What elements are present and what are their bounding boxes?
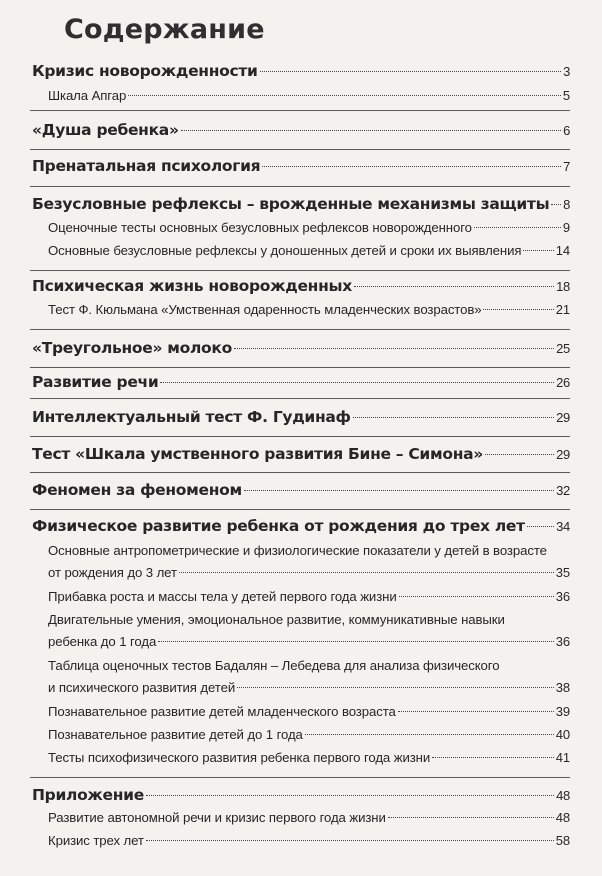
dot-leader (398, 711, 554, 712)
dot-leader (485, 454, 554, 455)
dot-leader (244, 490, 554, 491)
toc-entry[interactable] (32, 481, 570, 499)
toc-entry[interactable] (32, 157, 570, 175)
toc-entry[interactable] (32, 62, 570, 80)
toc-subentry[interactable] (48, 704, 570, 719)
toc-entry-title: «Треугольное» молоко (32, 339, 232, 357)
toc-subentry-first-line[interactable]: Основные антропометрические и физиологические показатели у детей в возрасте (48, 543, 547, 558)
toc-entry-title: Физическое развитие ребенка от рождения до трех лет (32, 517, 525, 535)
toc-entry-title: Тесты психофизического развития ребенка первого года жизни (48, 750, 431, 765)
toc-entry-title: Развитие автономной речи и кризис первого года жизни (48, 810, 386, 825)
toc-entry[interactable] (32, 121, 570, 139)
dot-leader (551, 204, 561, 205)
dot-leader (527, 526, 554, 527)
divider (30, 472, 570, 473)
toc-subentry[interactable] (48, 88, 570, 103)
toc-subentry[interactable] (48, 750, 570, 765)
dot-leader (388, 817, 554, 818)
dot-leader (260, 71, 561, 72)
toc-subentry[interactable] (48, 634, 570, 649)
toc-entry-title: «Душа ребенка» (32, 121, 179, 139)
toc-entry-page: 36 (555, 589, 570, 604)
divider (30, 149, 570, 150)
toc-entry-page: 40 (555, 727, 570, 742)
divider (30, 329, 570, 330)
dot-leader (146, 795, 554, 796)
dot-leader (160, 382, 554, 383)
toc-subentry[interactable] (48, 810, 570, 825)
page-title: Содержание (64, 14, 265, 45)
toc-entry-page: 36 (555, 634, 570, 649)
toc-subentry[interactable] (48, 243, 570, 258)
divider (30, 367, 570, 368)
dot-leader (483, 309, 553, 310)
toc-entry-title: Познавательное развитие детей младенческого возраста (48, 704, 396, 719)
toc-subentry[interactable] (48, 833, 570, 848)
toc-entry[interactable] (32, 373, 570, 391)
dot-leader (234, 348, 554, 349)
toc-entry-page: 38 (555, 680, 570, 695)
toc-entry-page: 7 (563, 159, 570, 174)
toc-subentry[interactable] (48, 565, 570, 580)
toc-subentry[interactable] (48, 220, 570, 235)
toc-entry[interactable] (32, 408, 570, 426)
toc-entry-title: Кризис новорожденности (32, 62, 258, 80)
dot-leader (353, 417, 555, 418)
toc-entry-page: 3 (563, 64, 570, 79)
toc-entry-page: 48 (556, 788, 570, 803)
divider (30, 270, 570, 271)
toc-entry-page: 41 (555, 750, 570, 765)
toc-entry-title: ребенка до 1 года (48, 634, 157, 649)
dot-leader (181, 130, 561, 131)
toc-entry-title: от рождения до 3 лет (48, 565, 177, 580)
toc-entry-page: 29 (556, 410, 570, 425)
toc-entry-page: 8 (563, 197, 570, 212)
toc-entry[interactable] (32, 339, 570, 357)
dot-leader (158, 641, 554, 642)
toc-entry-page: 18 (556, 279, 570, 294)
dot-leader (128, 95, 561, 96)
toc-subentry-first-line[interactable]: Двигательные умения, эмоциональное развитие, коммуникативные навыки (48, 612, 505, 627)
toc-entry[interactable] (32, 517, 570, 535)
divider (30, 110, 570, 111)
toc-entry-page: 58 (555, 833, 570, 848)
toc-entry-page: 26 (556, 375, 570, 390)
toc-entry-title: Психическая жизнь новорожденных (32, 277, 352, 295)
toc-entry-page: 32 (556, 483, 570, 498)
toc-entry-page: 14 (555, 243, 570, 258)
toc-entry-title: Феномен за феноменом (32, 481, 242, 499)
dot-leader (237, 687, 554, 688)
dot-leader (523, 250, 553, 251)
toc-subentry[interactable] (48, 680, 570, 695)
dot-leader (354, 286, 554, 287)
toc-entry-page: 21 (555, 302, 570, 317)
toc-entry-page: 34 (556, 519, 570, 534)
toc-subentry-first-line[interactable]: Таблица оценочных тестов Бадалян – Лебедева для анализа физического (48, 658, 500, 673)
toc-entry[interactable] (32, 195, 570, 213)
toc-entry-page: 5 (562, 88, 570, 103)
toc-entry-page: 35 (555, 565, 570, 580)
dot-leader (399, 596, 554, 597)
dot-leader (146, 840, 554, 841)
toc-entry-page: 9 (562, 220, 570, 235)
toc-entry-title: Прибавка роста и массы тела у детей первого года жизни (48, 589, 397, 604)
toc-entry[interactable] (32, 277, 570, 295)
toc-entry-title: Оценочные тесты основных безусловных рефлексов новорожденного (48, 220, 472, 235)
divider (30, 436, 570, 437)
toc-entry-page: 6 (563, 123, 570, 138)
toc-entry[interactable] (32, 445, 570, 463)
toc-entry-title: Безусловные рефлексы – врожденные механизмы защиты (32, 195, 550, 213)
toc-entry-title: Интеллектуальный тест Ф. Гудинаф (32, 408, 351, 426)
toc-entry-title: и психического развития детей (48, 680, 236, 695)
toc-entry-title: Тест Ф. Кюльмана «Умственная одаренность младенческих возрастов» (48, 302, 482, 317)
divider (30, 398, 570, 399)
divider (30, 509, 570, 510)
toc-entry-title: Кризис трех лет (48, 833, 144, 848)
toc-entry-page: 39 (555, 704, 570, 719)
toc-entry-title: Познавательное развитие детей до 1 года (48, 727, 303, 742)
toc-entry-title: Шкала Апгар (48, 88, 127, 103)
dot-leader (474, 227, 561, 228)
dot-leader (432, 757, 554, 758)
toc-entry-title: Развитие речи (32, 373, 159, 391)
toc-entry-title: Пренатальная психология (32, 157, 261, 175)
divider (30, 777, 570, 778)
toc-entry-title: Основные безусловные рефлексы у доношенных детей и сроки их выявления (48, 243, 522, 258)
divider (30, 186, 570, 187)
dot-leader (305, 734, 554, 735)
toc-entry-page: 25 (556, 341, 570, 356)
toc-entry[interactable] (32, 786, 570, 804)
toc-entry-title: Тест «Шкала умственного развития Бине – Симона» (32, 445, 483, 463)
toc-subentry[interactable] (48, 302, 570, 317)
toc-subentry[interactable] (48, 589, 570, 604)
toc-entry-title: Приложение (32, 786, 144, 804)
toc-subentry[interactable] (48, 727, 570, 742)
toc-entry-page: 29 (556, 447, 570, 462)
toc-entry-page: 48 (555, 810, 570, 825)
dot-leader (179, 572, 554, 573)
dot-leader (262, 166, 561, 167)
